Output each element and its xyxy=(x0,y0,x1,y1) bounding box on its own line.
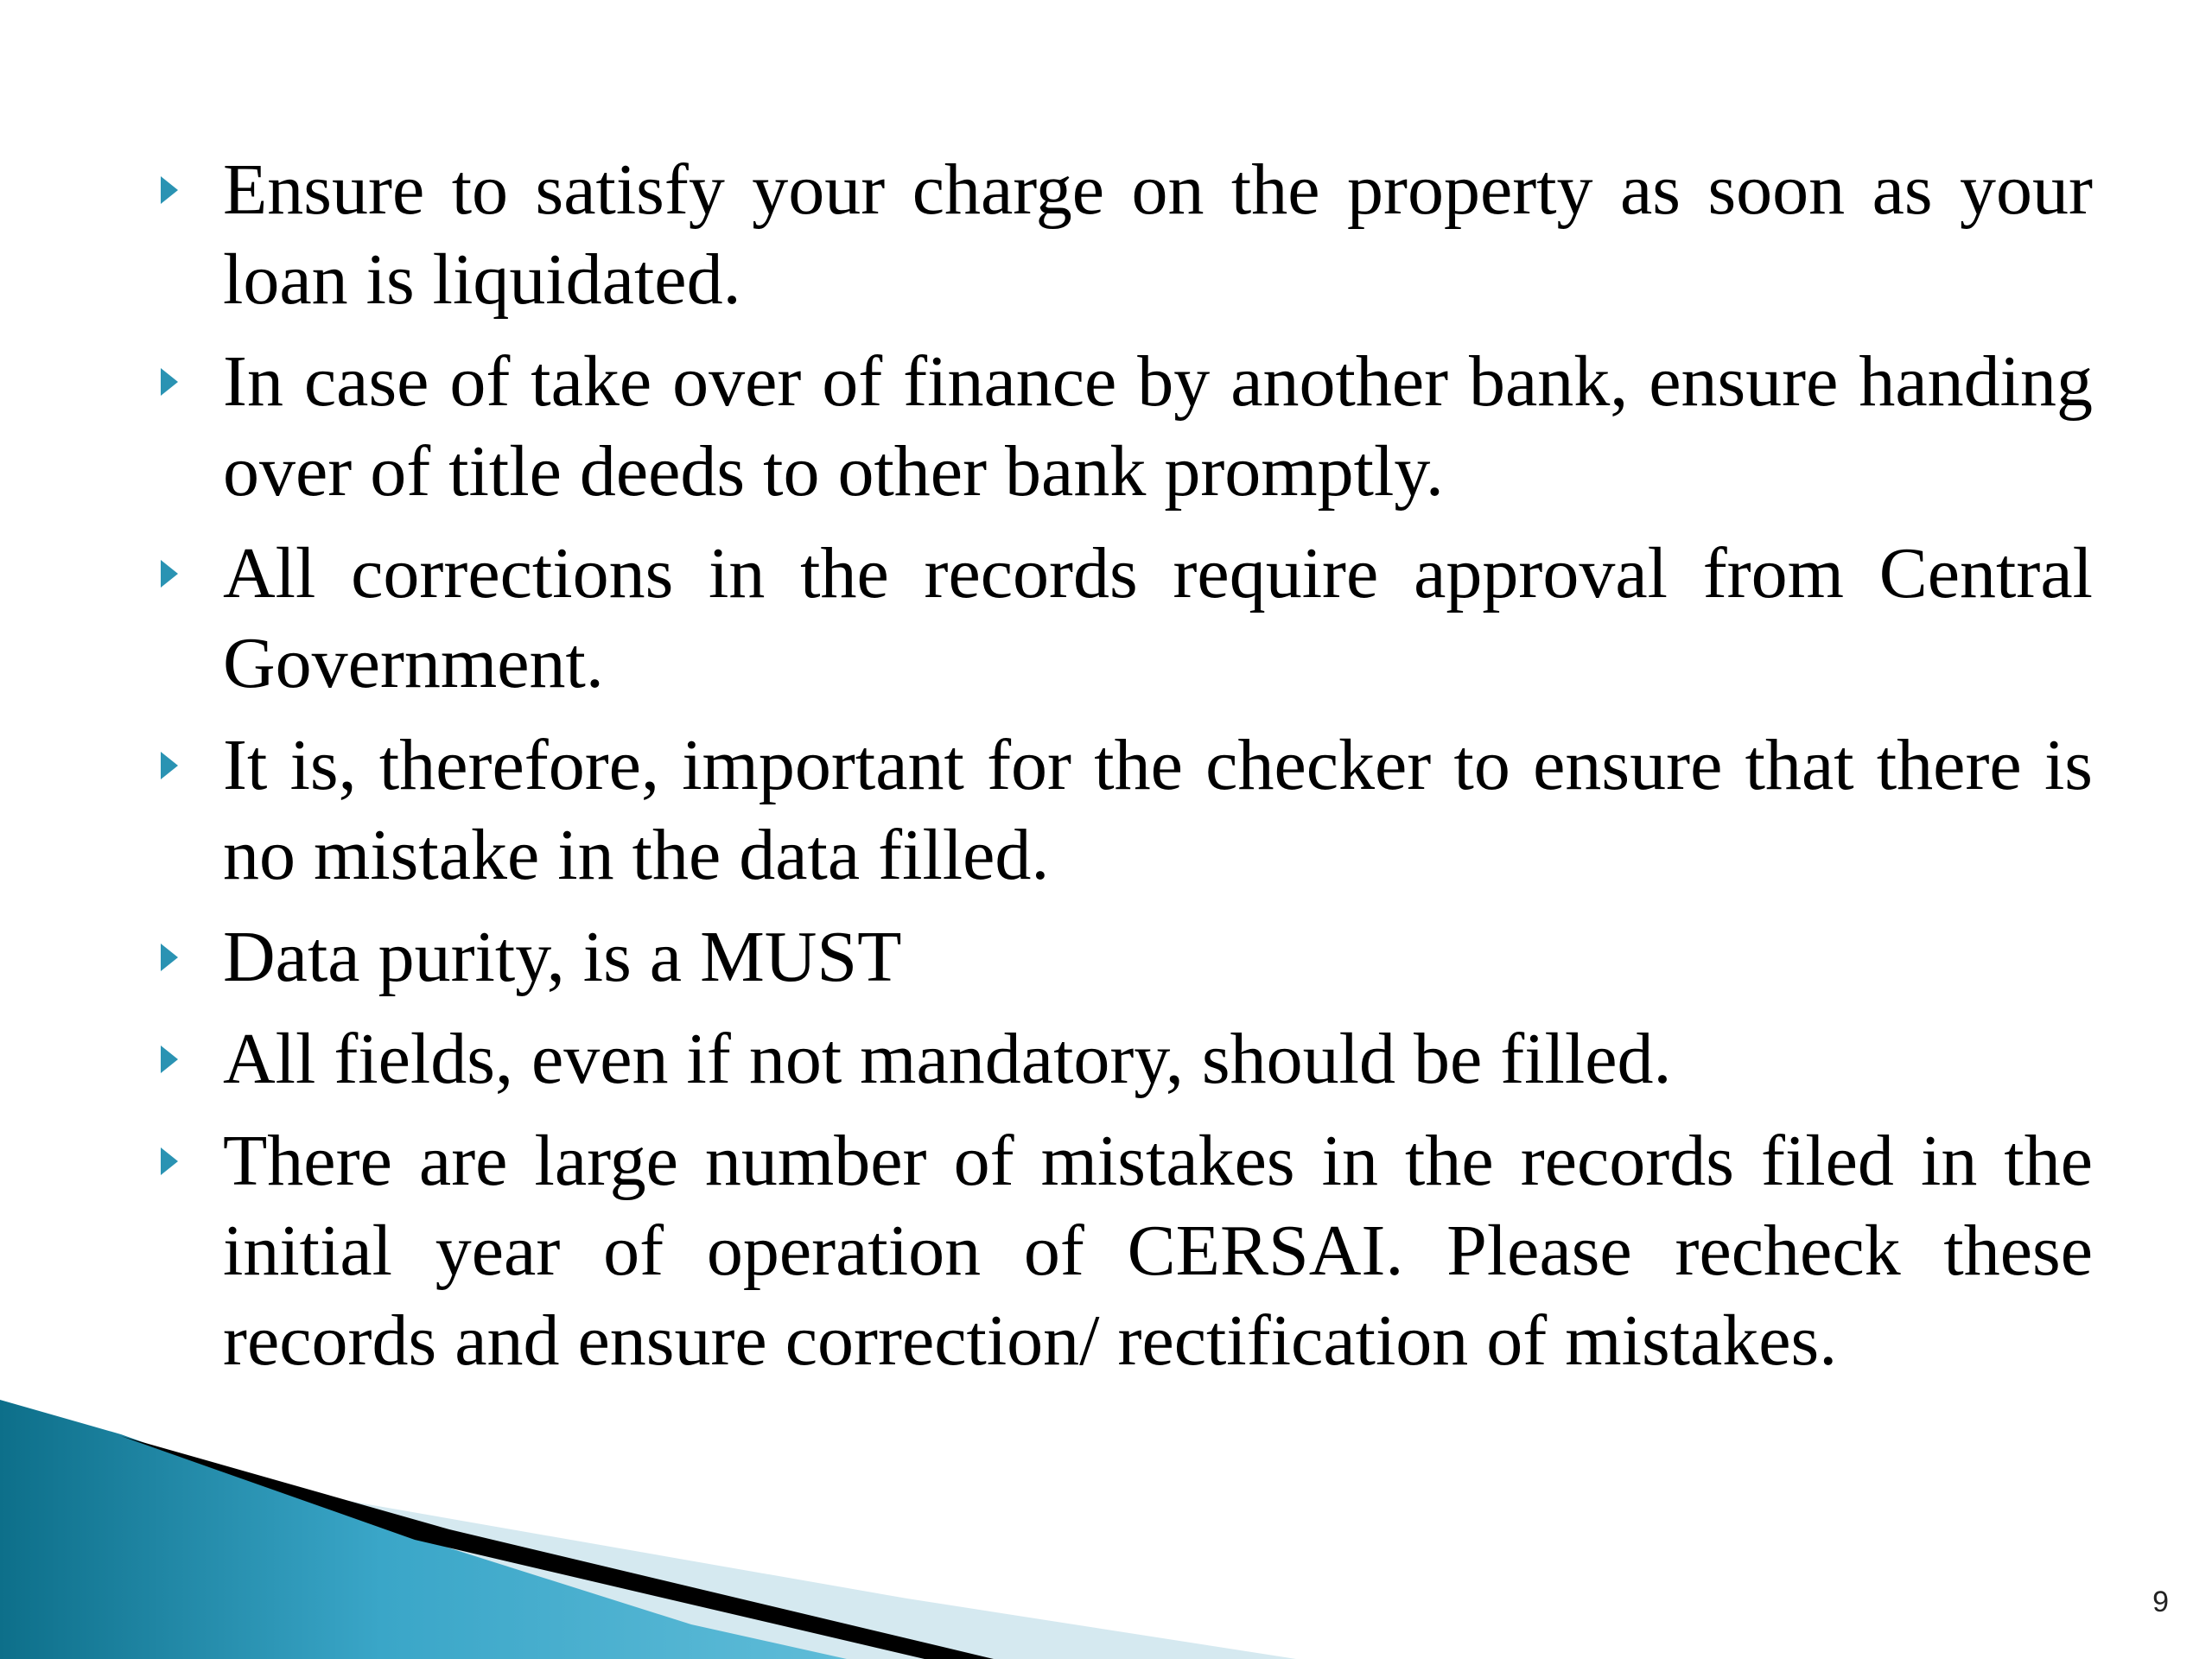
triangle-right-icon xyxy=(161,560,178,588)
triangle-right-icon xyxy=(161,1046,178,1073)
bullet-text: There are large number of mistakes in the records filed in the initial year of operation of CERSAI. Please recheck these records and ensure correction/ rectification of mistakes. xyxy=(223,1121,2093,1381)
bullet-text: All corrections in the records require approval from Central Government. xyxy=(223,533,2093,703)
bullet-text: Data purity, is a MUST xyxy=(223,917,902,997)
triangle-right-icon xyxy=(161,944,178,971)
bullet-item xyxy=(161,1014,2093,1104)
bullet-item xyxy=(161,912,2093,1002)
bullet-text: Ensure to satisfy your charge on the property as soon as your loan is liquidated. xyxy=(223,149,2093,320)
triangle-right-icon xyxy=(161,1147,178,1175)
black-stripe xyxy=(121,1436,994,1659)
slide-content xyxy=(161,145,2093,1398)
bullet-text: All fields, even if not mandatory, should be filled. xyxy=(223,1019,1672,1099)
bullet-item xyxy=(161,721,2093,900)
bullet-item xyxy=(161,337,2093,517)
triangle-right-icon xyxy=(161,752,178,779)
bullet-item xyxy=(161,145,2093,325)
page-number: 9 xyxy=(2152,1586,2169,1618)
triangle-right-icon xyxy=(161,176,178,204)
pale-band xyxy=(0,1434,1296,1659)
bullet-item xyxy=(161,1116,2093,1386)
bullet-text: In case of take over of finance by another bank, ensure handing over of title deeds to other bank promptly. xyxy=(223,341,2093,512)
bullet-text: It is, therefore, important for the checker to ensure that there is no mistake in the data filled. xyxy=(223,725,2093,895)
triangle-right-icon xyxy=(161,368,178,396)
teal-wedge xyxy=(0,1400,847,1659)
bullet-item xyxy=(161,529,2093,709)
bullet-list xyxy=(161,145,2093,1386)
